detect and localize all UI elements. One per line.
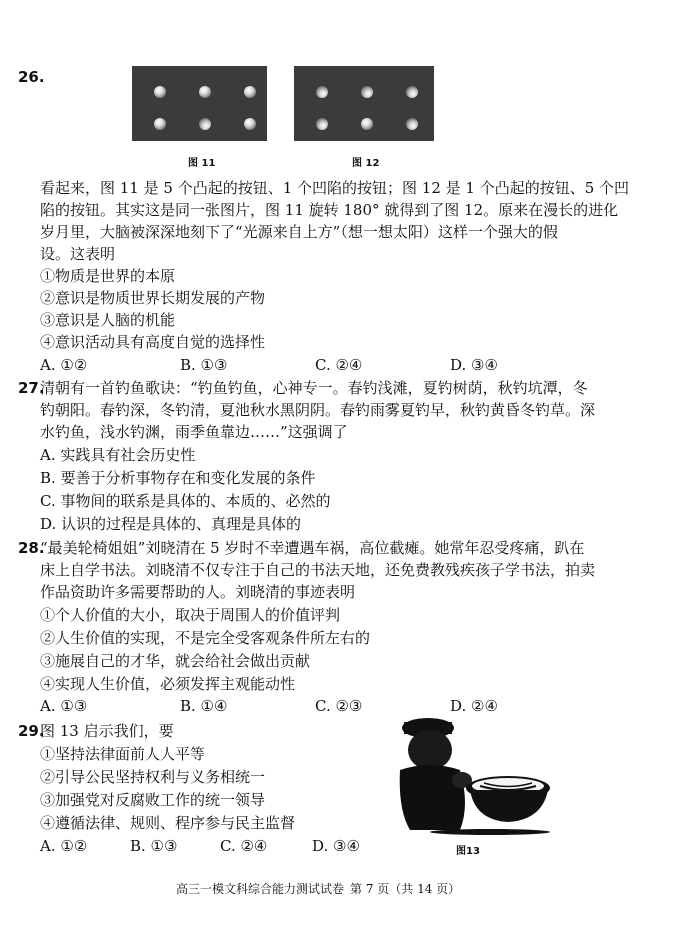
concave-button-icon [316,118,328,130]
convex-button-icon [154,118,166,130]
question-28-option-b[interactable]: B. ①④ [180,697,228,715]
question-29-item-3: ③加强党对反腐败工作的统一领导 [40,791,266,809]
question-26-line-1: 看起来，图 11 是 5 个凸起的按钮、1 个凹陷的按钮；图 12 是 1 个凸起的按钮、5 个凹 [40,179,630,197]
question-29-number: 29. [18,722,45,740]
question-26-number: 26. [18,68,45,86]
question-28-line-2: 床上自学书法。刘晓清不仅专注于自己的书法天地，还免费教残疾孩子学书法，拍卖 [40,561,596,579]
question-26-option-a[interactable]: A. ①② [40,356,88,374]
question-28-line-3: 作品资助许多需要帮助的人。刘晓清的事迹表明 [40,583,356,601]
question-26-item-4: ④意识活动具有高度自觉的选择性 [40,333,266,351]
question-27-option-b[interactable]: B. 要善于分析事物存在和变化发展的条件 [40,469,316,487]
concave-button-icon [361,86,373,98]
figure-13-caption: 图13 [456,846,480,857]
question-28-item-2: ②人生价值的实现，不是完全受客观条件所左右的 [40,629,371,647]
question-29-item-4: ④遵循法律、规则、程序参与民主监督 [40,814,296,832]
question-29-option-a[interactable]: A. ①② [40,837,88,855]
figure-11-caption: 图 11 [188,158,216,169]
question-28-number: 28. [18,539,45,557]
question-26-line-3: 岁月里，大脑被深深地刻下了“光源来自上方”（想一想太阳）这样一个强大的假 [40,223,558,241]
question-29-option-b[interactable]: B. ①③ [130,837,178,855]
concave-button-icon [199,118,211,130]
concave-button-icon [406,86,418,98]
question-28-item-4: ④实现人生价值，必须发挥主观能动性 [40,675,296,693]
question-28-item-3: ③施展自己的才华，就会给社会做出贡献 [40,652,311,670]
question-29-option-c[interactable]: C. ②④ [220,837,268,855]
question-28-item-1: ①个人价值的大小，取决于周围人的价值评判 [40,606,341,624]
question-26-option-c[interactable]: C. ②④ [315,356,363,374]
convex-button-icon [361,118,373,130]
question-29-item-1: ①坚持法律面前人人平等 [40,745,206,763]
concave-button-icon [316,86,328,98]
question-27-number: 27. [18,379,45,397]
footer-exam-title: 高三一模文科综合能力测试试卷 [176,882,345,896]
question-27-option-a[interactable]: A. 实践具有社会历史性 [40,446,196,464]
question-27-option-c[interactable]: C. 事物间的联系是具体的、本质的、必然的 [40,492,331,510]
convex-button-icon [244,118,256,130]
figure-13-illustration [390,710,555,835]
question-29-option-d[interactable]: D. ③④ [312,837,360,855]
concave-button-icon [406,118,418,130]
question-29-item-2: ②引导公民坚持权利与义务相统一 [40,768,266,786]
question-28-option-a[interactable]: A. ①③ [40,697,88,715]
convex-button-icon [199,86,211,98]
question-26-option-d[interactable]: D. ③④ [450,356,498,374]
figure-12-image [294,66,434,141]
footer-page-number: 第 7 页（共 14 页） [350,882,461,896]
question-26-item-2: ②意识是物质世界长期发展的产物 [40,289,266,307]
question-26-item-3: ③意识是人脑的机能 [40,311,176,329]
question-27-option-d[interactable]: D. 认识的过程是具体的、真理是具体的 [40,515,302,533]
question-28-line-1: “最美轮椅姐姐”刘晓清在 5 岁时不幸遭遇车祸，高位截瘫。她常年忍受疼痛，趴在 [40,539,585,557]
question-27-line-2: 钓朝阳。春钓深，冬钓清，夏池秋水黑阴阴。春钓雨雾夏钓早，秋钓黄昏冬钓草。深 [40,401,596,419]
question-28-option-d[interactable]: D. ②④ [450,697,498,715]
question-29-stem: 图 13 启示我们，要 [40,722,174,740]
question-27-line-1: 清朝有一首钓鱼歌诀：“钓鱼钓鱼，心神专一。春钓浅滩，夏钓树荫，秋钓坑潭，冬 [40,379,588,397]
convex-button-icon [154,86,166,98]
question-26-line-4: 设。这表明 [40,245,116,263]
question-26-line-2: 陷的按钮。其实这是同一张图片，图 11 旋转 180° 就得到了图 12。原来在漫长的进化 [40,201,619,219]
question-26-item-1: ①物质是世界的本原 [40,267,176,285]
figure-12-caption: 图 12 [352,158,380,169]
question-26-option-b[interactable]: B. ①③ [180,356,228,374]
convex-button-icon [244,86,256,98]
figure-11-image [132,66,267,141]
question-28-option-c[interactable]: C. ②③ [315,697,363,715]
question-27-line-3: 水钓鱼，浅水钓渊，雨季鱼靠边……”这强调了 [40,423,348,441]
